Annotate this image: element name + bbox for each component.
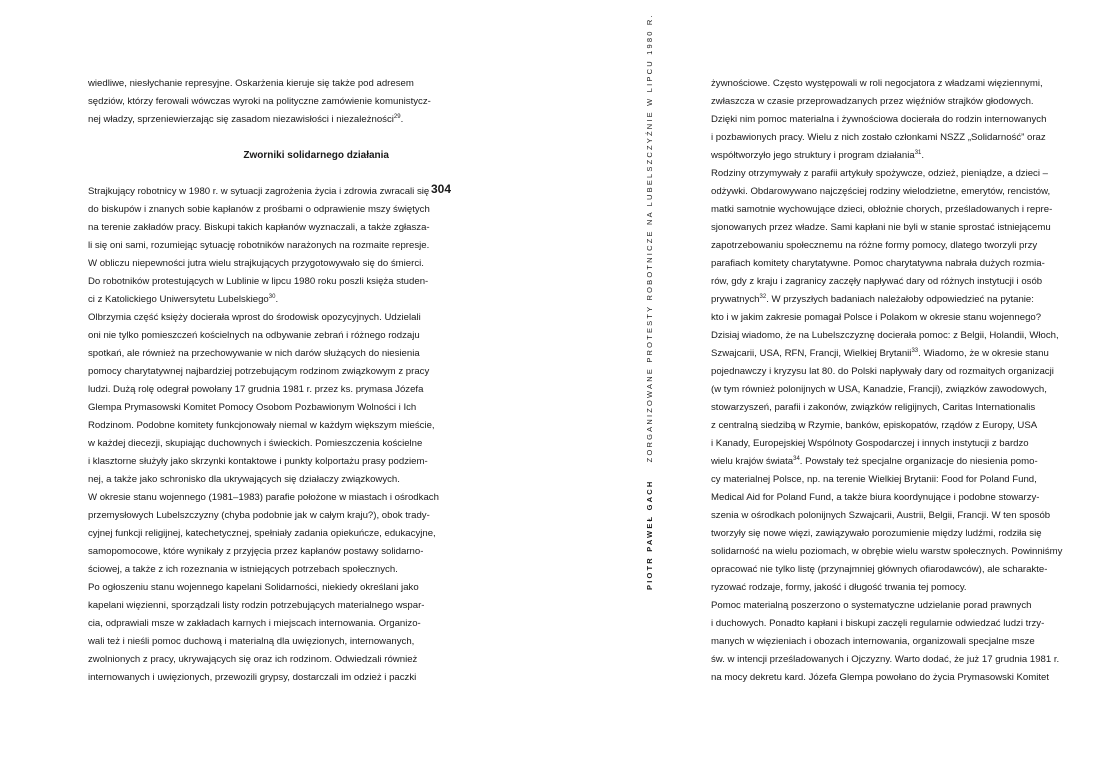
text-line: i klasztorne służyły jako skrzynki kontaktowe i punkty kolportażu prasy podziem-: [88, 456, 428, 467]
text-line: cyjnej funkcji religijnej, katechetycznej, spełniały zadania opiekuńcze, edukacyjne,: [88, 528, 436, 539]
footnote-ref: 34: [793, 455, 800, 462]
text-line: W obliczu niepewności jutra wielu strajkujących przygotowywało się do śmierci.: [88, 258, 424, 269]
text-line: spotkań, ale również na przechowywanie w nich darów służących do niesienia: [88, 348, 420, 359]
text-line: nej, a także jako schronisko dla ukrywających się działaczy związkowych.: [88, 474, 400, 485]
text-line: współtworzyło jego struktury i program działania$^{31}$.: [711, 149, 925, 161]
running-head-title: ZORGANIZOWANE PROTESTY ROBOTNICZE NA LUBELSZCZYŹNIE W LIPCU 1980 R.: [645, 13, 654, 463]
text-line: Pomoc materialną poszerzono o systematyczne udzielanie porad prawnych: [711, 600, 1032, 611]
text-line: zwolnionych z pracy, ukrywających się oraz ich rodzinom. Odwiedzali również: [88, 654, 418, 665]
text-line: Rodzinom. Podobne komitety funkcjonowały niemal w każdym większym mieście,: [88, 420, 435, 431]
text-line: wali też i nieśli pomoc duchową i materialną dla uwięzionych, internowanych,: [88, 636, 415, 647]
text-line: żywnościowe. Często występowali w roli negocjatora z władzami więziennymi,: [711, 78, 1043, 89]
text-line: manych w więzieniach i obozach internowania, organizowali specjalne msze: [711, 636, 1035, 647]
text-line: zapotrzebowaniu społecznemu na różne formy pomocy, dlatego tworzyli przy: [711, 240, 1038, 251]
text-line: ludzi. Dużą rolę odegrał powołany 17 grudnia 1981 r. przez ks. prymasa Józefa: [88, 384, 424, 395]
text-line: Strajkujący robotnicy w 1980 r. w sytuacji zagrożenia życia i zdrowia zwracali się: [88, 186, 430, 197]
text-line: opracować nie tylko listę (przynajmniej głównych ofiarodawców), ale scharakte-: [711, 564, 1048, 575]
text-line: Dzięki nim pomoc materialna i żywnościowa docierała do rodzin internowanych: [711, 114, 1047, 125]
text-line: Rodziny otrzymywały z parafii artykuły spożywcze, odzież, pieniądze, a dzieci –: [711, 168, 1048, 179]
section-heading: Zworniki solidarnego działania: [243, 150, 389, 161]
text-line: szenia w ośrodkach polonijnych Szwajcarii, Austrii, Belgii, Francji. W ten sposób: [711, 510, 1051, 521]
text-line: z centralną siedzibą w Rzymie, banków, episkopatów, rządów z Europy, USA: [711, 420, 1038, 431]
text-line: odżywki. Obdarowywano najczęściej rodziny wielodzietne, emerytów, rencistów,: [711, 186, 1051, 197]
text-line: zwłaszcza w czasie przeprowadzanych przez więźniów strajków głodowych.: [711, 96, 1034, 107]
footnote-ref: 33: [911, 347, 919, 354]
text-line: ściowej, a także z ich rozeznania w istniejących potrzebach społecznych.: [88, 564, 398, 575]
text-line: Szwajcarii, USA, RFN, Francji, Wielkiej Brytanii$^{33}$. Wiadomo, że w okresie stanu: [711, 347, 1049, 359]
text-line: Dzisiaj wiadomo, że na Lubelszczyznę docierała pomoc: z Belgii, Holandii, Włoch,: [711, 330, 1059, 341]
text-line: na terenie zakładów pracy. Biskupi takich kapłanów wyznaczali, a także zgłasza-: [88, 222, 430, 233]
text-line: Olbrzymia część księży docierała wprost do środowisk opozycyjnych. Udzielali: [88, 312, 421, 323]
text-line: solidarność na wielu poziomach, w obrębie wielu warstw społecznych. Powinniśmy: [711, 546, 1063, 557]
text-line: (w tym również polonijnych w USA, Kanadzie, Francji), związków zawodowych,: [711, 384, 1047, 395]
text-line: sjonowanych przez władze. Sami kapłani nie byli w stanie sprostać istniejącemu: [711, 222, 1051, 233]
text-line: parafiach komitety charytatywne. Pomoc charytatywna nabrała dużych rozmia-: [711, 258, 1045, 269]
text-line: sędziów, którzy ferowali wówczas wyroki na polityczne zamówienie komunistycz-: [88, 96, 431, 107]
footnote-ref: 29: [393, 113, 401, 120]
text-line: kapelani więzienni, sporządzali listy rodzin potrzebujących materialnego wspar-: [88, 600, 425, 611]
text-line: w każdej diecezji, skupiając duchownych i świeckich. Pomieszczenia kościelne: [88, 438, 423, 449]
text-line: Do robotników protestujących w Lublinie w lipcu 1980 roku poszli księża studen-: [88, 276, 429, 287]
footnote-ref: 30: [268, 293, 276, 300]
page-number: 304: [431, 182, 452, 196]
running-head-author: PIOTR PAWEŁ GACH: [645, 479, 654, 590]
text-line: na mocy dekretu kard. Józefa Glempa powołano do życia Prymasowski Komitet: [711, 672, 1050, 683]
text-line: ci z Katolickiego Uniwersytetu Lubelskiego$^{30}$.: [88, 293, 279, 305]
right-text-column: [711, 75, 1063, 687]
text-line: i duchowych. Ponadto kapłani i biskupi zaczęli regularnie odwiedzać ludzi trzy-: [711, 618, 1045, 629]
text-line: stowarzyszeń, parafii i zakonów, związków religijnych, Caritas Internationalis: [711, 402, 1036, 413]
text-line: matki samotnie wychowujące dzieci, obłożnie chorych, prześladowanych i repre-: [711, 204, 1053, 215]
text-line: cy materialnej Polsce, np. na terenie Wielkiej Brytanii: Food for Poland Fund,: [711, 474, 1037, 485]
text-line: wiedliwe, niesłychanie represyjne. Oskarżenia kieruje się także pod adresem: [88, 78, 414, 89]
footnote-ref: 31: [914, 149, 922, 156]
text-line: Medical Aid for Poland Fund, a także biura koordynujące i podobne stowarzy-: [711, 492, 1040, 503]
text-line: prywatnych$^{32}$. W przyszłych badaniach należałoby odpowiedzieć na pytanie:: [711, 293, 1034, 305]
text-line: internowanych i uwięzionych, przewozili grypsy, dostarczali im odzież i paczki: [88, 672, 417, 683]
text-line: pomocy charytatywnej najbardziej potrzebującym rodzinom związkowym z pracy: [88, 366, 430, 377]
text-line: do biskupów i znanych sobie kapłanów z prośbami o odprawienie mszy świętych: [88, 204, 430, 215]
left-text-column: [88, 75, 439, 687]
text-line: W okresie stanu wojennego (1981–1983) parafie położone w miastach i ośrodkach: [88, 492, 439, 503]
text-line: Po ogłoszeniu stanu wojennego kapelani Solidarności, niekiedy określani jako: [88, 582, 419, 593]
text-line: św. w intencji prześladowanych i Ojczyzny. Warto dodać, że już 17 grudnia 1981 r.: [711, 654, 1060, 665]
text-line: przemysłowych Lubelszczyzny (chyba podobnie jak w całym kraju?), obok trady-: [88, 510, 430, 521]
text-line: tworzyły się nowe więzi, zawiązywało porozumienie między ludźmi, rodziła się: [711, 528, 1042, 539]
text-line: ryzować rodzaje, formy, jakość i długość trwania tej pomocy.: [711, 582, 967, 593]
running-head: [645, 13, 659, 590]
text-line: kto i w jakim zakresie pomagał Polsce i Polakom w okresie stanu wojennego?: [711, 312, 1042, 323]
text-line: nej władzy, sprzeniewierzając się zasadom niezawisłości i niezależności$^{29}$.: [88, 113, 404, 125]
text-line: i pozbawionych pracy. Wielu z nich zostało członkami NSZZ „Solidarność” oraz: [711, 132, 1046, 143]
text-line: wielu krajów świata$^{34}$. Powstały też specjalne organizacje do niesienia pomo-: [711, 455, 1038, 467]
text-line: rów, gdy z kraju i zagranicy zaczęły napływać dary od różnych instytucji i osób: [711, 276, 1043, 287]
footnote-ref: 32: [759, 293, 767, 300]
text-line: pojednawczy i kryzysu lat 80. do Polski napływały dary od rozmaitych organizacji: [711, 366, 1054, 377]
text-line: li się oni sami, rozumiejąc sytuację robotników narażonych na rozmaite represje.: [88, 240, 430, 251]
text-line: cia, odprawiali msze w zakładach karnych i miejscach internowania. Organizo-: [88, 618, 421, 629]
text-line: oni nie tylko pomieszczeń kościelnych na odbywanie zebrań i różnego rodzaju: [88, 330, 420, 341]
text-line: i Kanady, Europejskiej Wspólnoty Gospodarczej i innych instytucji z bardzo: [711, 438, 1029, 449]
text-line: Glempa Prymasowski Komitet Pomocy Osobom Pozbawionym Wolności i Ich: [88, 402, 417, 413]
running-head-separator: [645, 467, 654, 476]
text-line: samopomocowe, które wynikały z przyjęcia przez kapłanów postawy solidarno-: [88, 546, 424, 557]
